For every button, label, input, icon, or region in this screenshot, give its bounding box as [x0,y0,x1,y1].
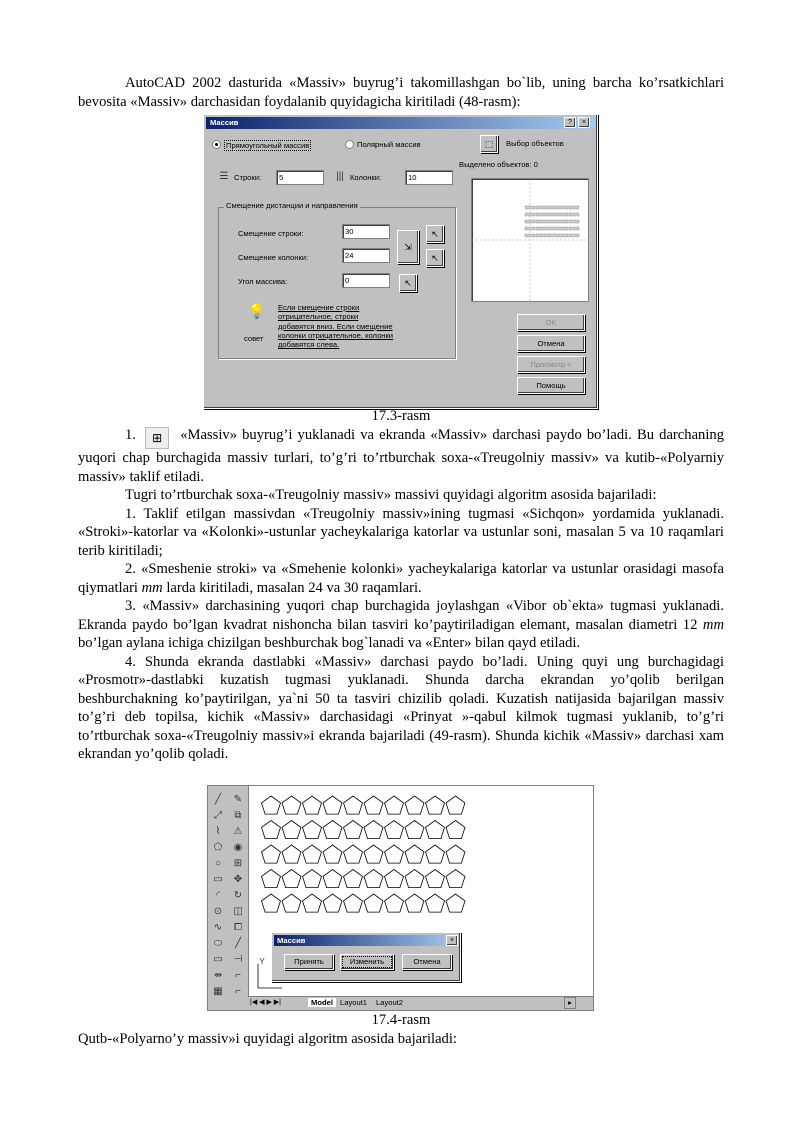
pentagon [323,796,342,814]
caption-17-4: 17.4-rasm [371,1012,431,1028]
pentagon [282,821,301,839]
paragraph-5-a: 3. «Massiv» darchasining yuqori chap burchagida joylashgan «Vibor ob`ekta» tugmasi yuklanadi. Ekranda paydo bo’lgan kvadrat nishoncha bilan tasviri ko’paytiriladigan elemant, masalan diametri 12 [78,598,724,633]
pentagon [262,821,281,839]
rows-label: Строки: [234,173,262,182]
selected-count: Выделено объектов: 0 [459,160,538,169]
pentagon [446,796,465,814]
accept-button[interactable]: Принять [284,954,334,970]
pentagon [303,821,322,839]
autocad-screen [207,785,594,1011]
pentagon [405,894,424,912]
small-array-dialog [271,932,461,982]
pentagon [303,845,322,863]
pentagon [323,870,342,888]
pentagon [303,870,322,888]
pentagon [303,894,322,912]
ellipse-icon[interactable]: ⬭ [213,938,223,949]
offset-icon[interactable]: ◉ [233,842,243,853]
pentagon [282,845,301,863]
chamfer-icon[interactable]: ⌐ [235,986,241,997]
paragraph-1-number: 1. [125,427,136,443]
change-button[interactable]: Изменить [340,954,394,970]
small-dialog-title: Массив [274,935,458,946]
cancel-button[interactable]: Отмена [517,335,585,352]
pick-angle-icon[interactable]: ↖ [399,274,417,292]
pentagon [405,796,424,814]
pentagon [303,796,322,814]
construction-line-icon[interactable]: ⤢ [214,810,222,821]
paragraph-6: 4. Shunda ekranda dastlabki «Massiv» darchasi paydo bo’ladi. Uning quyi ung burchagidagi «Prosmotr»-dastlabki kuzatish tugmasi yuklanadi. Shunda darcha ekrandan yo’qolib berilgan beshburchakning ko’paytirilgan, ya`ni 50 ta tasviri chizilib qoladi. Kuzatish natijasida bajarilgan massiv to’g’ri deb topilsa, kichik «Massiv» darchasidagi «Prinyat »-qabul kilmok tugmasi yuklanib, to’g’ri to’rtburchak soxa-«Treugolniy massiv»i ekranda bajariladi (49-rasm). Shunda kichik «Massiv» darchasi xam ekrandan yo’qolib qoladi. [78,653,724,762]
array-toolbar-icon: ⊞ [145,427,169,449]
paragraph-5-b: bo’lgan aylana ichiga chizilgan beshburchak bog`lanadi va «Enter» bilan qayd etiladi. [78,635,581,651]
array-dialog [203,114,598,409]
pentagon [262,894,281,912]
insert-icon[interactable]: ⇴ [213,970,223,981]
pentagon [405,845,424,863]
pentagon [426,894,445,912]
point-icon[interactable]: ⊙ [213,906,223,917]
array-icon[interactable]: ⊞ [233,858,243,869]
hatch-icon[interactable]: ▦ [213,986,223,997]
pentagon [385,821,404,839]
pentagon [426,845,445,863]
spline-icon[interactable]: ∿ [213,922,223,933]
pentagon [426,821,445,839]
pentagon [323,845,342,863]
pentagon [282,870,301,888]
pick-both-offsets-icon[interactable]: ⇲ [397,230,419,264]
pentagon [344,821,363,839]
small-cancel-button[interactable]: Отмена [402,954,452,970]
caption-17-3: 17.3-rasm [371,408,431,424]
preview-pane [471,178,589,302]
angle-label: Угол массива: [238,277,288,286]
rows-field[interactable]: 5 [276,170,324,185]
closing-paragraph: Qutb-«Polyarno’y massiv»i quyidagi algoritm asosida bajariladi: [78,1030,457,1047]
select-objects-label: Выбор объектов [506,139,564,148]
intro-paragraph: AutoCAD 2002 dasturida «Massiv» buyrug’i takomillashgan bo`lib, uning barcha ko’rsatkichlari bevosita «Massiv» darchasidan foydalanib quyidagicha kiritiladi (48-rasm): [78,75,724,110]
pentagon [344,845,363,863]
pentagon [262,796,281,814]
body-text [78,426,724,764]
mirror-icon[interactable]: ⚠ [233,826,243,837]
pentagon [323,821,342,839]
scale-icon[interactable]: ◫ [233,906,243,917]
angle-field[interactable]: 0 [342,273,390,288]
break-icon[interactable]: ⌐ [235,970,241,981]
move-icon[interactable]: ✥ [233,874,243,885]
ok-button[interactable]: OK [517,314,585,331]
paragraph-3: 1. Taklif etilgan massivdan «Treugolniy massiv»ining tugmasi «Sichqon» yordamida yuklanadi. «Stroki»-katorlar va «Kolonki»-ustunlar yacheykalariga katorlar va ustunlar soni, masalan 5 va 10 raqamlari terib kiritiladi; [78,505,724,559]
document-page [78,74,724,111]
pentagon [385,845,404,863]
pick-col-offset-icon[interactable]: ↖ [426,249,444,267]
col-offset-field[interactable]: 24 [342,248,390,263]
pentagon [344,870,363,888]
circle-icon[interactable]: ○ [214,858,222,869]
pick-row-offset-icon[interactable]: ↖ [426,225,444,243]
radio-rectangular[interactable] [212,140,221,149]
pentagon [364,796,383,814]
columns-icon: ||| [336,171,344,182]
pentagon [446,821,465,839]
radio-polar-label: Полярный массив [357,140,421,149]
rotate-icon[interactable]: ↻ [233,890,243,901]
block-icon[interactable]: ▭ [213,954,223,965]
paragraph-4-unit: mm [141,579,163,596]
paragraph-1-text: «Massiv» buyrug’i yuklanadi va ekranda «Massiv» darchasi paydo bo’ladi. Bu darchaning yuqori chap burchagida massiv turlari, to’g’ri to’rtburchak soxa-«Treugolniy massiv» va kutib-«Polyarniy massiv» taklif etiladi. [78,427,724,485]
pentagon [446,845,465,863]
layout-tabs [248,996,593,1010]
rows-icon: ☰ [219,171,229,182]
help-button[interactable]: ? [564,117,576,128]
columns-field[interactable]: 10 [405,170,453,185]
polygon-icon[interactable]: ⬠ [213,842,223,853]
pentagon-array-drawing [249,786,593,926]
pentagon [405,870,424,888]
tab-layout2[interactable]: Layout2 [376,998,404,1007]
paragraph-4 [78,560,724,597]
pentagon [262,870,281,888]
polyline-icon[interactable]: ⌇ [215,826,221,837]
preview-button[interactable]: Просмотр < [517,356,585,373]
paragraph-4-b: larda kiritiladi, masalan 24 va 30 raqamlari. [162,579,422,596]
pentagon [344,894,363,912]
pentagon [364,870,383,888]
preview-array-image [472,179,588,301]
stretch-icon[interactable]: ⧠ [234,922,242,933]
pentagon [323,894,342,912]
scroll-right-arrow[interactable]: ▸ [564,997,576,1009]
small-close-button[interactable]: × [446,935,458,946]
paragraph-4-a: 2. «Smeshenie stroki» va «Smehenie kolonki» yacheykalariga katorlar va ustunlar orasidagi masofa qiymatlari [78,561,724,596]
row-offset-field[interactable]: 30 [342,224,390,239]
pentagon [405,821,424,839]
tip-label: совет [244,334,264,343]
pentagon [426,796,445,814]
tip-text: Если смещение строки отрицательное, строки добавятся вниз. Если смещение колонки отрицательное, колонки добавятся слева. [278,303,394,350]
extend-icon[interactable]: ⊣ [233,954,243,965]
radio-rectangular-label: Прямоугольный массив [226,141,310,150]
tab-layout1[interactable]: Layout1 [340,998,368,1007]
pentagon [385,796,404,814]
copy-icon[interactable]: ⧉ [234,810,242,821]
pentagon [364,894,383,912]
pentagon [385,894,404,912]
tab-nav-arrows[interactable]: |◀ ◀ ▶ ▶| [250,999,282,1006]
pentagon [364,845,383,863]
pentagon [426,870,445,888]
offset-group-title: Смещение дистанции и направления [226,201,358,210]
pentagon [364,821,383,839]
tab-model[interactable]: Model [308,998,336,1007]
paragraph-5-unit: mm [702,616,724,633]
arc-icon[interactable]: ◜ [216,890,220,901]
paragraph-2: Tugri to’rtburchak soxa-«Treugolniy massiv» massivi quyidagi algoritm asosida bajariladi: [125,487,657,503]
pentagon [446,894,465,912]
col-offset-label: Смещение колонки: [238,253,309,262]
pentagon [385,870,404,888]
lightbulb-icon: 💡 [248,303,266,319]
draw-toolbar [208,786,249,1010]
pentagon [282,894,301,912]
radio-polar[interactable] [345,140,354,149]
pentagon [282,796,301,814]
columns-label: Колонки: [350,173,382,182]
rectangle-icon[interactable]: ▭ [213,874,223,885]
pentagon [344,796,363,814]
trim-icon[interactable]: ╱ [234,938,242,949]
paragraph-1 [78,426,724,486]
pentagon [446,870,465,888]
row-offset-label: Смещение строки: [238,229,304,238]
select-objects-icon[interactable]: ⬚ [480,135,498,153]
line-icon[interactable]: ╱ [214,794,222,805]
close-button[interactable]: × [578,117,590,128]
ucs-icon: Y [259,957,265,966]
paragraph-5 [78,597,724,653]
pentagon [262,845,281,863]
dialog-title: Массив [206,117,595,129]
erase-icon[interactable]: ✎ [233,794,243,805]
help-dialog-button[interactable]: Помощь [517,377,585,394]
